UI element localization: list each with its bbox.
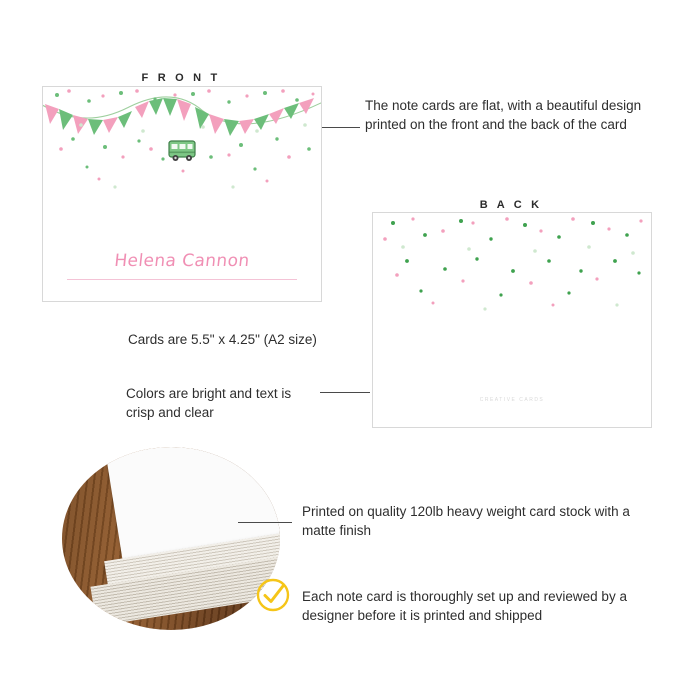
school-bus-icon [165, 137, 201, 165]
back-label: B A C K [479, 199, 543, 211]
back-card-preview [372, 212, 652, 428]
name-underline [67, 279, 297, 280]
personalized-name: Helena Cannon [113, 251, 251, 271]
front-label: F R O N T [141, 72, 221, 84]
callout-flat-design: The note cards are flat, with a beautiful design printed on the front and the back of the card [365, 98, 642, 132]
callout-card-size: Cards are 5.5" x 4.25" (A2 size) [128, 332, 317, 347]
front-card-preview [42, 86, 322, 302]
confetti-dots-back [373, 213, 651, 333]
back-card-footer-mark: CREATIVE CARDS [479, 397, 545, 403]
callout-colors: Colors are bright and text is crisp and clear [126, 386, 292, 420]
callout-card-stock: Printed on quality 120lb heavy weight card stock with a matte finish [302, 504, 630, 538]
checkmark-icon [256, 578, 290, 612]
leader-line-flat-design [322, 127, 360, 128]
leader-line-colors [320, 392, 370, 393]
leader-line-stock [238, 522, 292, 523]
callout-designer-review: Each note card is thoroughly set up and reviewed by a designer before it is printed and shipped [302, 589, 627, 623]
card-stock-photo [62, 447, 280, 630]
